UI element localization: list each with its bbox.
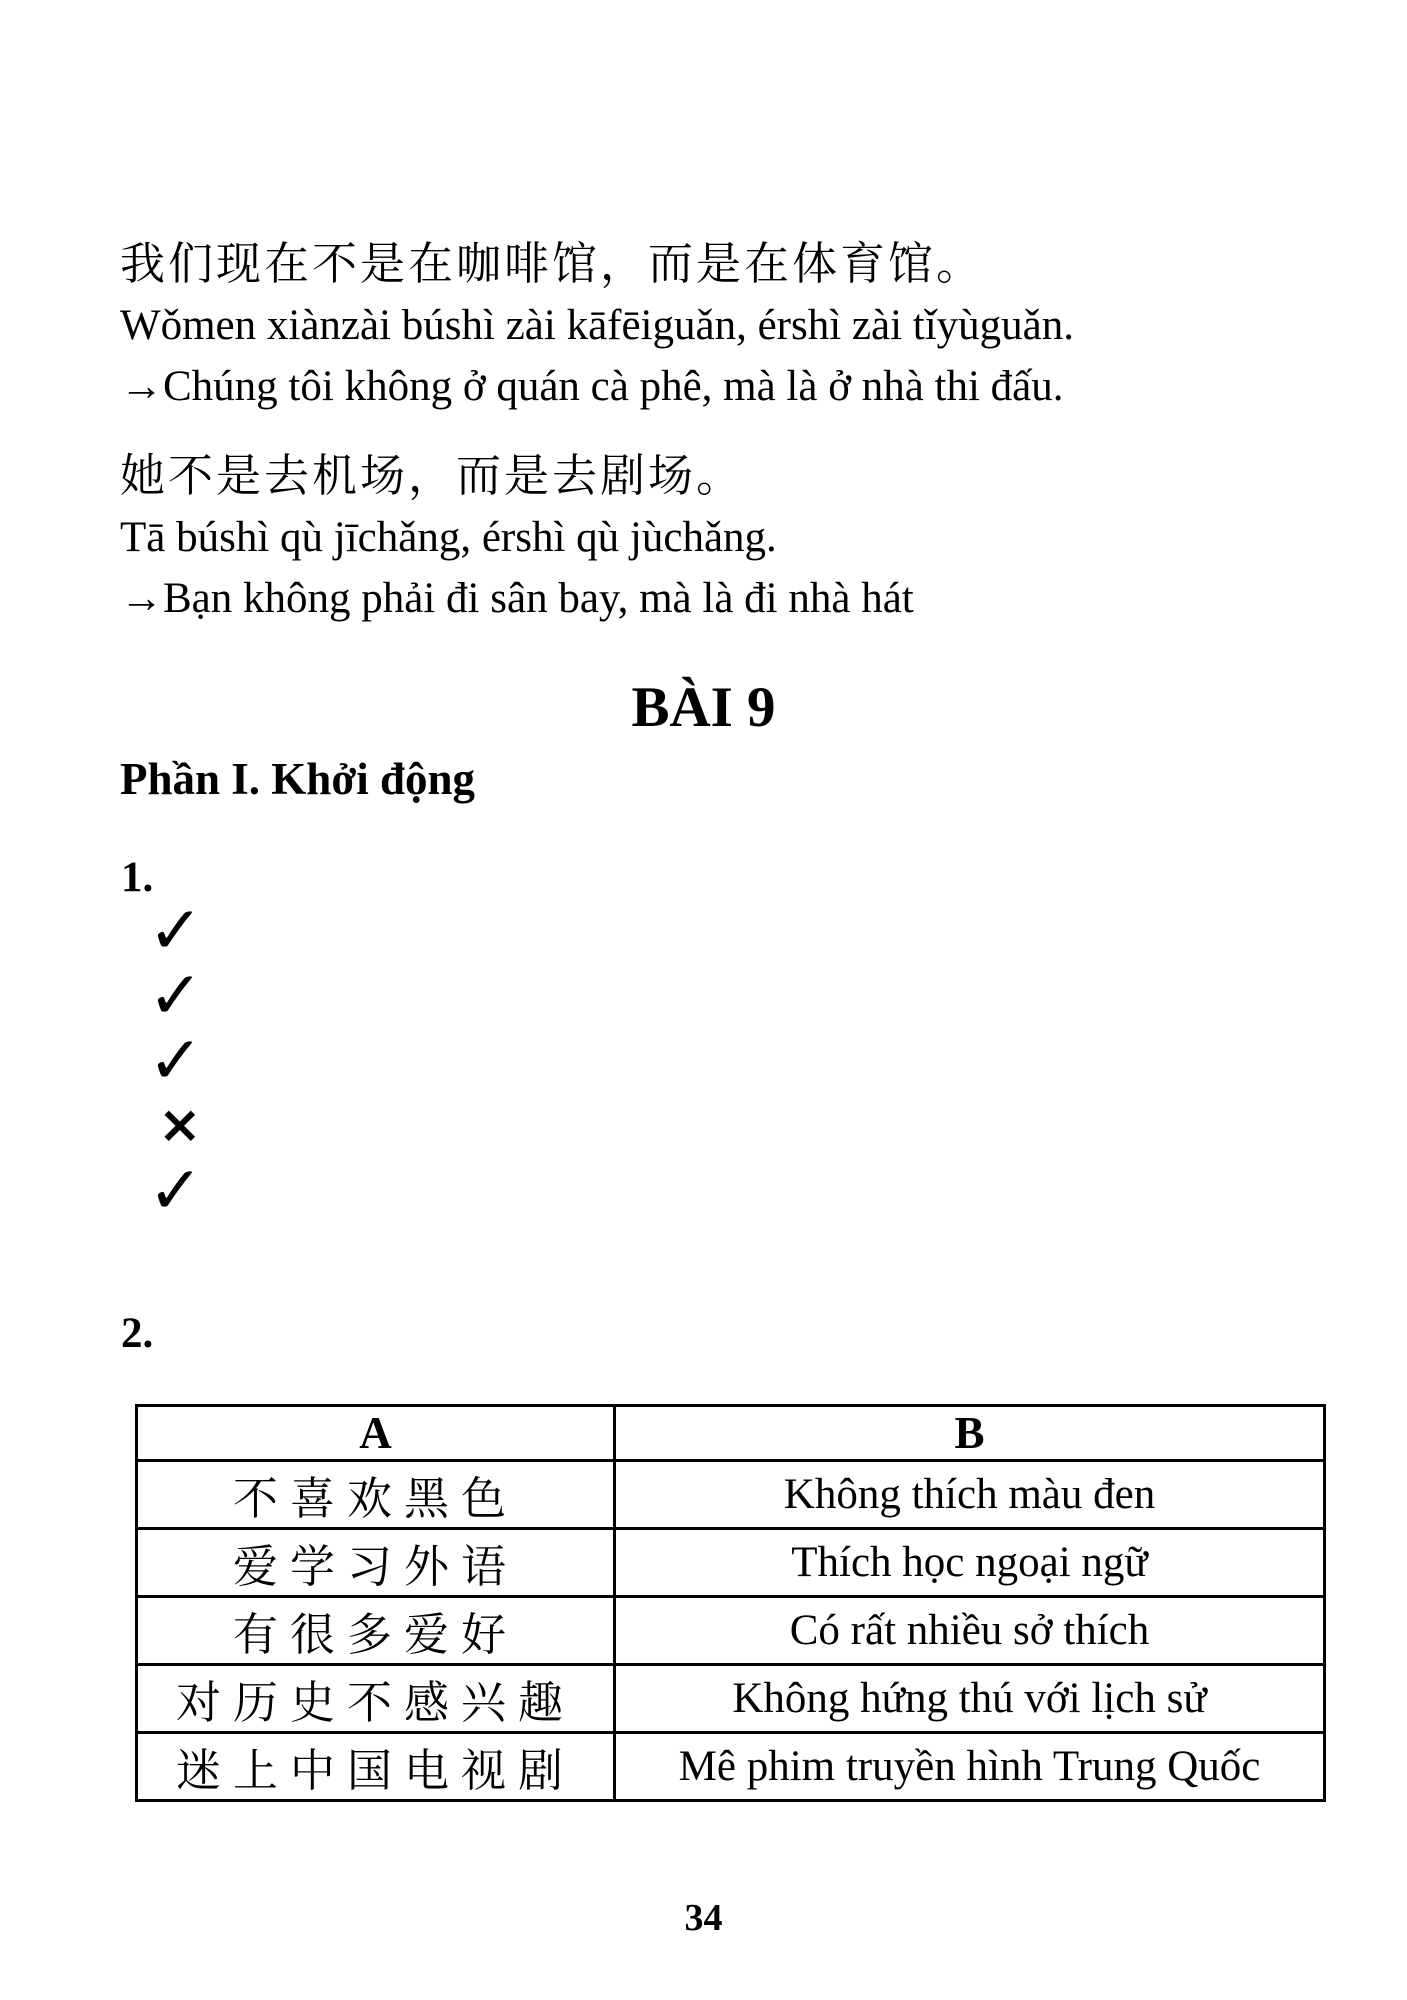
- check-icon: ✓: [148, 957, 204, 1034]
- cell-hanzi: 不喜欢黑色: [137, 1461, 615, 1529]
- cell-hanzi: 对历史不感兴趣: [137, 1665, 615, 1733]
- table-row: [137, 1461, 1325, 1529]
- hanzi-sentence: 我们现在不是在咖啡馆，而是在体育馆。: [120, 239, 985, 289]
- cell-vietnamese: Có rất nhiều sở thích: [615, 1597, 1325, 1665]
- matching-table: [135, 1404, 1326, 1802]
- check-icon: ✓: [148, 1152, 204, 1229]
- mark-line: [148, 1093, 203, 1158]
- lesson-title: BÀI 9: [631, 676, 776, 739]
- table-header-b: B: [615, 1406, 1325, 1461]
- table-row: [137, 1597, 1325, 1665]
- page-number: 34: [684, 1897, 723, 1939]
- vietnamese-translation: →Chúng tôi không ở quán cà phê, mà là ở nhà thi đấu.: [120, 363, 1064, 410]
- cell-vietnamese: Không thích màu đen: [615, 1461, 1325, 1529]
- exercise-1-label: 1.: [121, 854, 154, 901]
- pinyin-sentence: Wǒmen xiànzài búshì zài kāfēiguǎn, érshì zài tǐyùguǎn.: [120, 302, 1075, 349]
- check-icon: ✓: [148, 892, 204, 969]
- mark-line: [148, 957, 204, 1034]
- check-icon: ✓: [148, 1022, 204, 1099]
- example-block-2: [120, 446, 1347, 629]
- cell-vietnamese: Mê phim truyền hình Trung Quốc: [615, 1733, 1325, 1801]
- cross-icon: ×: [158, 1095, 202, 1155]
- table-header-a: A: [137, 1406, 615, 1461]
- pinyin-sentence: Tā búshì qù jīchǎng, érshì qù jùchǎng.: [120, 514, 777, 561]
- cell-hanzi: 迷上中国电视剧: [137, 1733, 615, 1801]
- cell-hanzi: 爱学习外语: [137, 1529, 615, 1597]
- table-row: [137, 1529, 1325, 1597]
- table-header-row: [137, 1406, 1325, 1461]
- table-row: [137, 1665, 1325, 1733]
- table-row: [137, 1733, 1325, 1801]
- cell-vietnamese: Thích học ngoại ngữ: [615, 1529, 1325, 1597]
- marks-list: [148, 892, 204, 1229]
- mark-line: [148, 892, 204, 969]
- mark-line: [148, 1152, 204, 1229]
- mark-line: [148, 1022, 204, 1099]
- cell-vietnamese: Không hứng thú với lịch sử: [615, 1665, 1325, 1733]
- exercise-2-label: 2.: [121, 1310, 154, 1357]
- vietnamese-translation: →Bạn không phải đi sân bay, mà là đi nhà hát: [120, 575, 914, 622]
- section-heading: Phần I. Khởi động: [120, 754, 476, 804]
- cell-hanzi: 有很多爱好: [137, 1597, 615, 1665]
- example-block-1: [120, 234, 1347, 417]
- hanzi-sentence: 她不是去机场，而是去剧场。: [120, 451, 745, 501]
